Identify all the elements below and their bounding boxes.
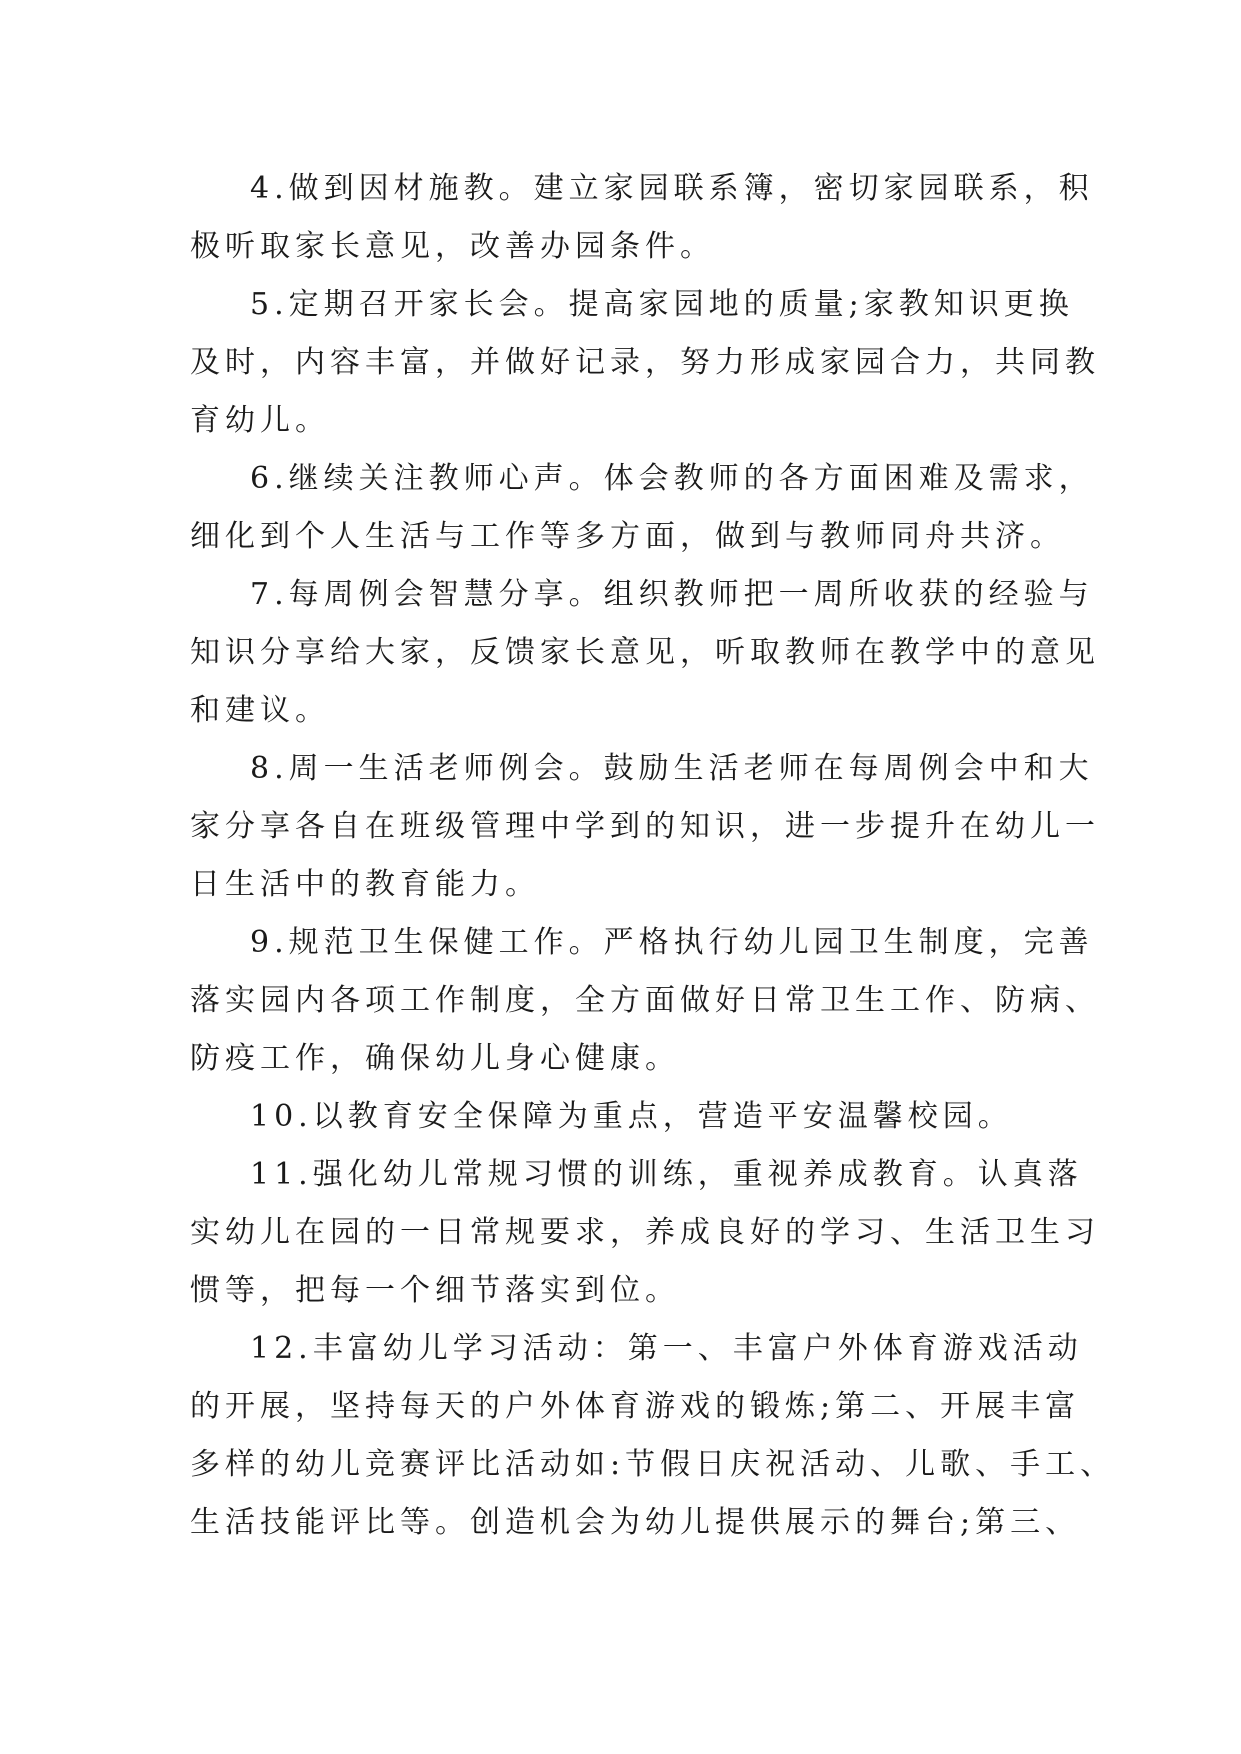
paragraph-line: 育幼儿。 [190, 403, 330, 438]
paragraph-line: 11.强化幼儿常规习惯的训练，重视养成教育。认真落 [250, 1157, 1083, 1192]
paragraph-6 [190, 450, 1094, 566]
paragraph-11 [190, 1146, 1100, 1320]
paragraph-line: 日生活中的教育能力。 [190, 867, 540, 902]
document-body [190, 160, 1116, 1552]
paragraph-4 [190, 160, 1094, 276]
paragraph-line: 生活技能评比等。创造机会为幼儿提供展示的舞台;第三、 [190, 1505, 1081, 1540]
paragraph-line: 的开展，坚持每天的户外体育游戏的锻炼;第二、开展丰富 [190, 1389, 1081, 1424]
paragraph-line: 惯等，把每一个细节落实到位。 [190, 1273, 680, 1308]
paragraph-line: 实幼儿在园的一日常规要求，养成良好的学习、生活卫生习 [190, 1215, 1100, 1250]
paragraph-line: 8.周一生活老师例会。鼓励生活老师在每周例会中和大 [250, 751, 1094, 786]
paragraph-line: 9.规范卫生保健工作。严格执行幼儿园卫生制度，完善 [250, 925, 1094, 960]
paragraph-line: 7.每周例会智慧分享。组织教师把一周所收获的经验与 [250, 577, 1094, 612]
paragraph-line: 落实园内各项工作制度，全方面做好日常卫生工作、防病、 [190, 983, 1100, 1018]
paragraph-line: 6.继续关注教师心声。体会教师的各方面困难及需求， [250, 461, 1094, 496]
paragraph-line: 和建议。 [190, 693, 330, 728]
paragraph-8 [190, 740, 1100, 914]
paragraph-line: 12.丰富幼儿学习活动：第一、丰富户外体育游戏活动 [250, 1331, 1083, 1366]
paragraph-line: 及时，内容丰富，并做好记录，努力形成家园合力，共同教 [190, 345, 1100, 380]
paragraph-line: 4.做到因材施教。建立家园联系簿，密切家园联系，积 [250, 171, 1094, 206]
paragraph-12 [190, 1320, 1116, 1552]
paragraph-line: 知识分享给大家，反馈家长意见，听取教师在教学中的意见 [190, 635, 1100, 670]
paragraph-line: 防疫工作，确保幼儿身心健康。 [190, 1041, 680, 1076]
paragraph-line: 极听取家长意见，改善办园条件。 [190, 229, 715, 264]
paragraph-9 [190, 914, 1100, 1088]
paragraph-line: 细化到个人生活与工作等多方面，做到与教师同舟共济。 [190, 519, 1065, 554]
paragraph-line: 10.以教育安全保障为重点，营造平安温馨校园。 [250, 1099, 1013, 1134]
paragraph-10 [190, 1088, 1070, 1146]
paragraph-5 [190, 276, 1100, 450]
paragraph-line: 家分享各自在班级管理中学到的知识，进一步提升在幼儿一 [190, 809, 1100, 844]
paragraph-line: 5.定期召开家长会。提高家园地的质量;家教知识更换 [250, 287, 1074, 322]
paragraph-line: 多样的幼儿竞赛评比活动如:节假日庆祝活动、儿歌、手工、 [190, 1447, 1116, 1482]
paragraph-7 [190, 566, 1100, 740]
